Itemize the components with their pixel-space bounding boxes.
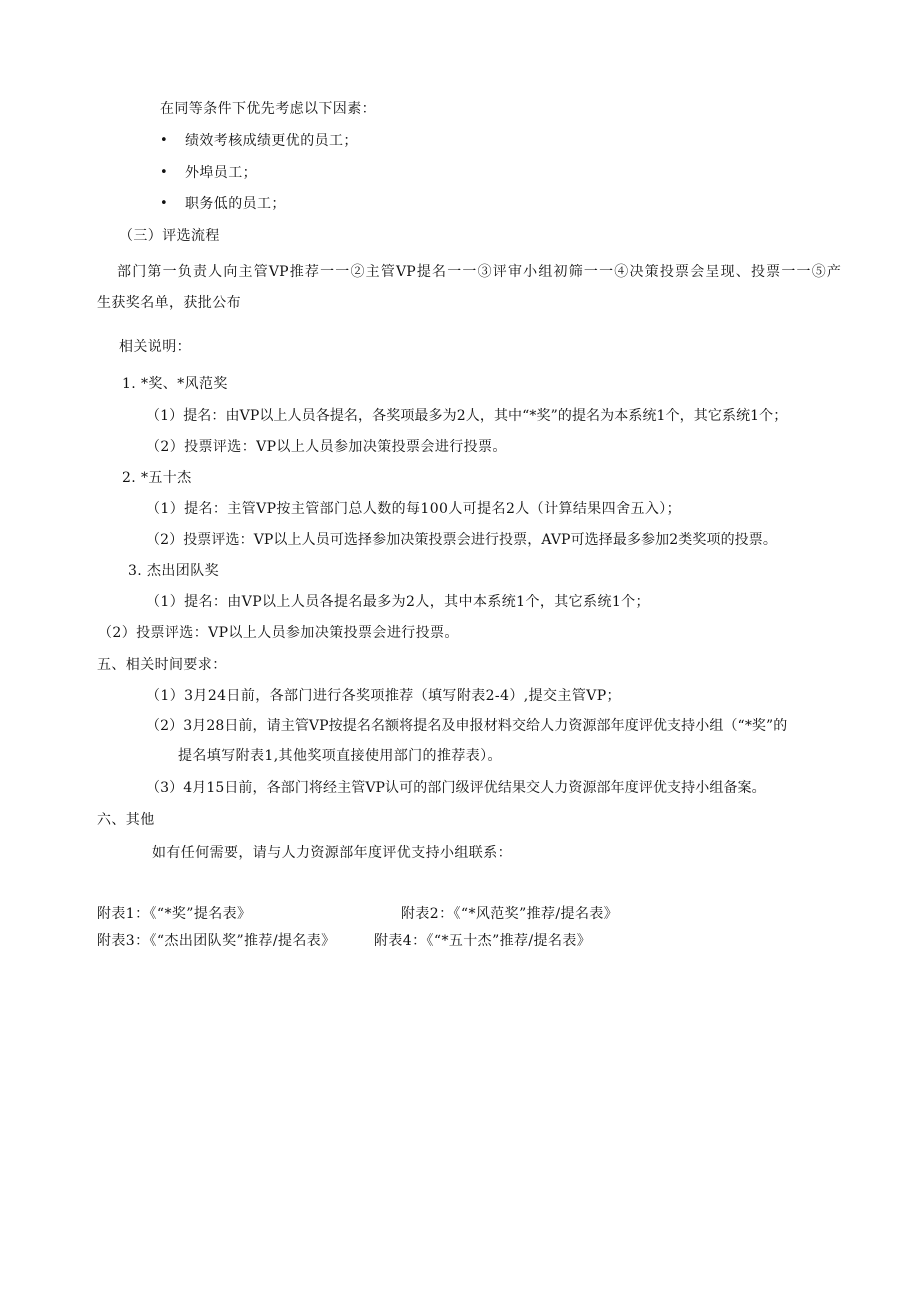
other-heading: 六、其他: [97, 812, 155, 828]
notes-section-title: 1. *奖、*风范奖: [122, 376, 228, 392]
notes-item: （2）投票评选：VP以上人员参加决策投票会进行投票。: [98, 625, 459, 641]
notes-item: （1）提名：由VP以上人员各提名，各奖项最多为2人，其中“*奖”的提名为本系统1个，其它系统1个；: [146, 408, 788, 424]
process-text-line1: 部门第一负责人向主管VP推荐一一②主管VP提名一一③评审小组初筛一一④决策投票会呈现、投票一一⑤产: [117, 264, 841, 280]
bullet-icon: •: [160, 165, 168, 180]
notes-heading: 相关说明：: [119, 339, 191, 355]
timeline-item: （3）4月15日前，各部门将经主管VP认可的部门级评优结果交人力资源部年度评优支持小组备案。: [146, 780, 766, 796]
bullet-icon: •: [160, 196, 168, 211]
priority-item: 职务低的员工；: [185, 196, 286, 212]
process-heading: （三）评选流程: [119, 228, 220, 244]
timeline-item: （2）3月28日前，请主管VP按提名名额将提名及申报材料交给人力资源部年度评优支持小组（“*奖”的: [146, 718, 788, 734]
notes-item: （2）投票评选：VP以上人员可选择参加决策投票会进行投票，AVP可选择最多参加2类奖项的投票。: [146, 532, 777, 548]
notes-item: （1）提名：由VP以上人员各提名最多为2人，其中本系统1个，其它系统1个；: [146, 594, 650, 610]
appendix-3: 附表3：《“杰出团队奖”推荐/提名表》: [97, 933, 336, 949]
timeline-item-continuation: 提名填写附表1,其他奖项直接使用部门的推荐表）。: [178, 748, 502, 764]
notes-item: （2）投票评选：VP以上人员参加决策投票会进行投票。: [146, 439, 507, 455]
notes-section-title: 3. 杰出团队奖: [128, 563, 220, 579]
priority-item: 绩效考核成绩更优的员工；: [185, 133, 358, 149]
process-text-line2: 生获奖名单，获批公布: [97, 295, 241, 311]
appendix-1: 附表1：《“*奖”提名表》: [97, 906, 252, 922]
other-text: 如有任何需要，请与人力资源部年度评优支持小组联系：: [152, 845, 512, 861]
priority-intro: 在同等条件下优先考虑以下因素：: [160, 101, 376, 117]
notes-section-title: 2. *五十杰: [122, 470, 192, 486]
timeline-heading: 五、相关时间要求：: [97, 657, 227, 673]
appendix-2: 附表2：《“*风范奖”推荐/提名表》: [401, 906, 619, 922]
priority-item: 外埠员工；: [185, 165, 257, 181]
bullet-icon: •: [160, 133, 168, 148]
notes-item: （1）提名：主管VP按主管部门总人数的每100人可提名2人（计算结果四舍五入）；: [146, 501, 682, 517]
timeline-item: （1）3月24日前，各部门进行各奖项推荐（填写附表2-4）,提交主管VP；: [146, 688, 621, 704]
appendix-4: 附表4：《“*五十杰”推荐/提名表》: [374, 933, 592, 949]
